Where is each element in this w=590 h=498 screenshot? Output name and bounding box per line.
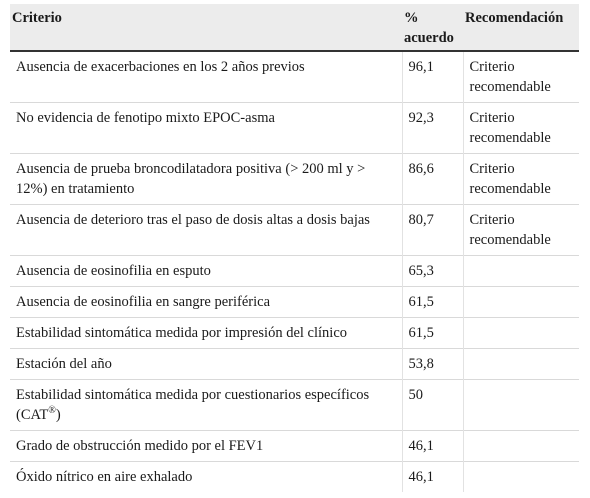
header-criterio: Criterio — [10, 4, 402, 51]
cell-acuerdo: 53,8 — [402, 349, 463, 380]
cell-acuerdo: 61,5 — [402, 287, 463, 318]
table-row — [10, 103, 579, 154]
cell-acuerdo: 65,3 — [402, 256, 463, 287]
cell-criterio: Grado de obstrucción medido por el FEV1 — [10, 431, 402, 462]
cell-acuerdo: 96,1 — [402, 51, 463, 103]
cell-recomendacion — [463, 349, 579, 380]
table-row — [10, 318, 579, 349]
cell-criterio: Ausencia de eosinofilia en esputo — [10, 256, 402, 287]
cell-acuerdo: 86,6 — [402, 154, 463, 205]
cell-acuerdo: 61,5 — [402, 318, 463, 349]
header-recomendacion: Recomendación — [463, 4, 579, 51]
cell-criterio — [10, 380, 402, 431]
cell-acuerdo: 50 — [402, 380, 463, 431]
cell-recomendacion — [463, 462, 579, 493]
header-row — [10, 4, 579, 51]
table-row — [10, 349, 579, 380]
cell-criterio: Óxido nítrico en aire exhalado — [10, 462, 402, 493]
cell-criterio: Ausencia de deterioro tras el paso de dosis altas a dosis bajas — [10, 205, 402, 256]
cell-recomendacion — [463, 380, 579, 431]
cell-criterio: Ausencia de prueba broncodilatadora positiva (> 200 ml y > 12%) en tratamiento — [10, 154, 402, 205]
table-row — [10, 462, 579, 493]
criteria-table — [10, 4, 579, 492]
cell-recomendacion: Criterio recomendable — [463, 103, 579, 154]
table-row — [10, 380, 579, 431]
cell-criterio-close: ) — [55, 407, 61, 423]
registered-mark: ® — [48, 405, 56, 416]
cell-criterio: Ausencia de eosinofilia en sangre periférica — [10, 287, 402, 318]
cell-recomendacion — [463, 256, 579, 287]
cell-recomendacion: Criterio recomendable — [463, 154, 579, 205]
cell-acuerdo: 46,1 — [402, 431, 463, 462]
cell-recomendacion — [463, 318, 579, 349]
cell-criterio-text: Estabilidad sintomática medida por cuestionarios específicos (CAT — [16, 387, 370, 423]
table-row — [10, 287, 579, 318]
cell-recomendacion — [463, 287, 579, 318]
table-row — [10, 256, 579, 287]
cell-criterio: Estación del año — [10, 349, 402, 380]
cell-criterio: Estabilidad sintomática medida por impresión del clínico — [10, 318, 402, 349]
cell-criterio: Ausencia de exacerbaciones en los 2 años previos — [10, 51, 402, 103]
header-acuerdo-line2: acuerdo — [404, 30, 454, 46]
cell-recomendacion: Criterio recomendable — [463, 205, 579, 256]
cell-recomendacion — [463, 431, 579, 462]
cell-acuerdo: 80,7 — [402, 205, 463, 256]
cell-criterio: No evidencia de fenotipo mixto EPOC-asma — [10, 103, 402, 154]
cell-acuerdo: 92,3 — [402, 103, 463, 154]
cell-acuerdo: 46,1 — [402, 462, 463, 493]
cell-recomendacion: Criterio recomendable — [463, 51, 579, 103]
header-acuerdo — [402, 4, 463, 51]
table-row — [10, 51, 579, 103]
table-row — [10, 154, 579, 205]
table-row — [10, 205, 579, 256]
header-acuerdo-line1: % — [404, 10, 419, 26]
table-row — [10, 431, 579, 462]
